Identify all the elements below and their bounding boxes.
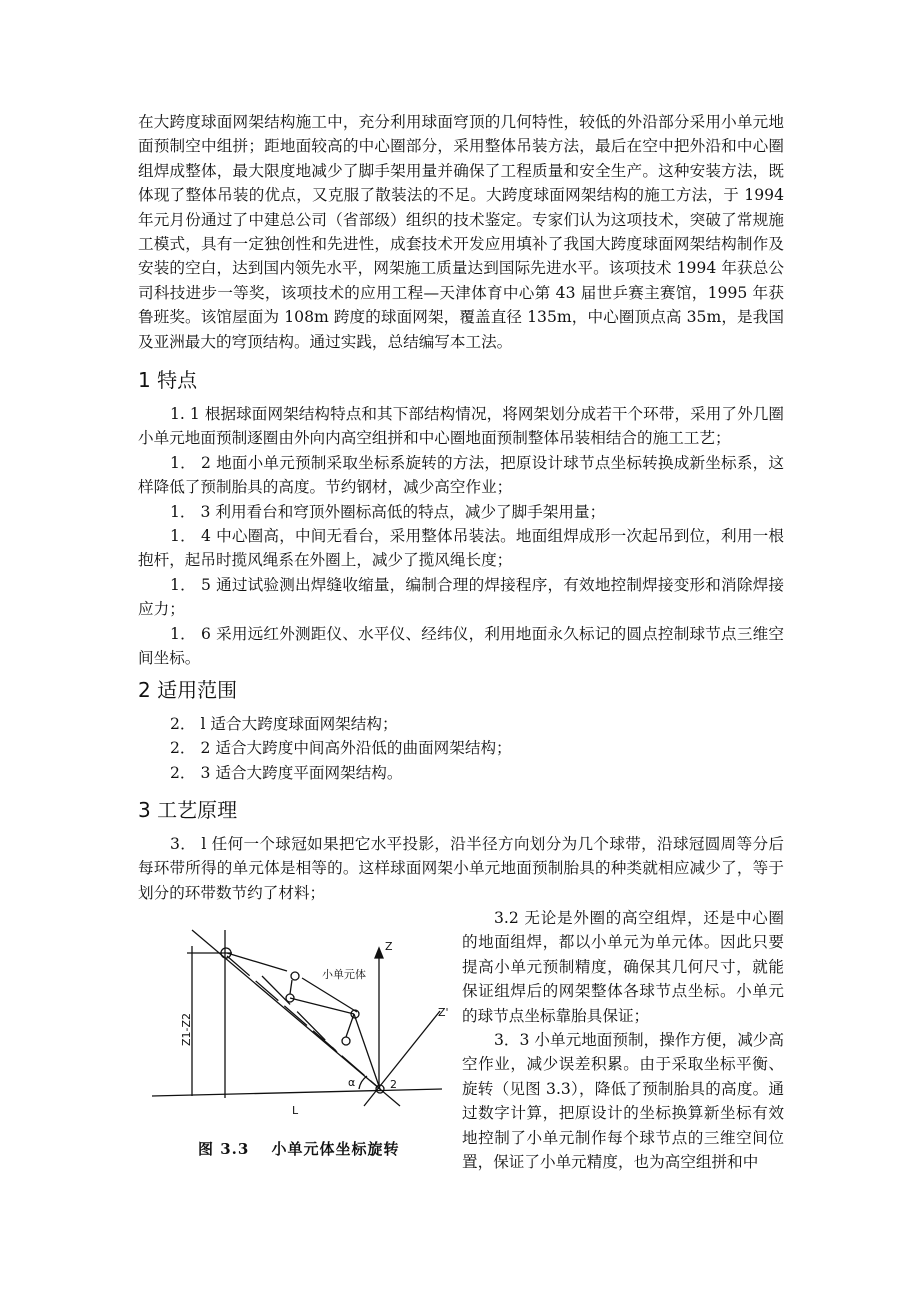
list-item: 2． 3 适合大跨度平面网架结构。	[170, 763, 403, 782]
node	[291, 972, 299, 980]
right-column-text	[462, 906, 784, 1174]
list-item: 3．3 小单元地面预制，操作方便，减少高空作业，减少误差积累。由于采取坐标平衡、旋转（见图 3.3），降低了预制胎具的高度。通过数字计算，把原设计的坐标换算新坐标有效地控制了小单元制作每个球节点的三维空间位置，保证了小单元精度，也为高空组拼和中	[462, 1031, 784, 1172]
length-label: L	[292, 1104, 299, 1117]
list-item: 1． 6 采用远红外测距仪、水平仪、经纬仪，利用地面永久标记的圆点控制球节点三维空间坐标。	[138, 624, 784, 668]
node	[342, 1037, 350, 1045]
list-item: 1． 3 利用看台和穹顶外圈标高低的特点，减少了脚手架用量；	[170, 502, 606, 521]
intro-paragraph: 在大跨度球面网架结构施工中，充分利用球面穹顶的几何特性，较低的外沿部分采用小单元地面预制空中组拼；距地面较高的中心圈部分，采用整体吊装方法，最后在空中把外沿和中心圈组焊成整体，最大限度地减少了脚手架用量并确保了工程质量和安全生产。这种安装方法，既体现了整体吊装的优点，又克服了散装法的不足。大跨度球面网架结构的施工方法，于 1994 年元月份通过了中建总公司（省部级）组织的技术鉴定。专家们认为这项技术，突破了常规施工模式，具有一定独创性和先进性，成套技术开发应用填补了我国大跨度球面网架结构制作及安装的空白，达到国内领先水平，网架施工质量达到国际先进水平。该项技术 1994 年获总公司科技进步一等奖，该项技术的应用工程—天津体育中心第 43 届世乒赛主赛馆，1995 年获鲁班奖。该馆屋面为 108m 跨度的球面网架，覆盖直径 135m，中心圈顶点高 35m，是我国及亚洲最大的穹顶结构。通过实践，总结编写本工法。	[138, 113, 784, 351]
z-prime-axis	[364, 1011, 440, 1106]
unit-label: 小单元体	[322, 968, 366, 981]
list-item: 1． 5 通过试验测出焊缝收缩量，编制合理的焊接程序，有效地控制焊接变形和消除焊接应力；	[138, 575, 784, 619]
list-item: 1. 1 根据球面网架结构特点和其下部结构情况，将网架划分成若干个环带，采用了外几圈小单元地面预制逐圈由外向内高空组拼和中心圈地面预制整体吊装相结合的施工工艺；	[138, 405, 784, 448]
height-label: Z1-Z2	[180, 1012, 193, 1046]
unit-edge	[227, 953, 287, 971]
unit-edge	[302, 978, 357, 1012]
dashed-line	[262, 976, 337, 1052]
unit-edge	[290, 998, 354, 1014]
unit-edge	[290, 980, 292, 994]
z-label: Z	[385, 940, 393, 953]
ground-line	[152, 1089, 442, 1096]
node-label: 2	[390, 1078, 397, 1091]
figure-caption: 图 3.3 小单元体坐标旋转	[198, 1140, 400, 1158]
list-item: 2． 2 适合大跨度中间高外沿低的曲面网架结构；	[170, 739, 512, 758]
arrow-icon	[375, 948, 383, 958]
section-title: 1 特点	[138, 368, 198, 392]
list-item: 1． 4 中心圈高，中间无看台，采用整体吊装法。地面组焊成形一次起吊到位，利用一根抱杆，起吊时揽风绳系在外圈上，减少了揽风绳长度；	[138, 527, 784, 570]
section-title: 2 适用范围	[138, 678, 238, 702]
list-item: 2． l 适合大跨度球面网架结构；	[170, 715, 398, 733]
section-features	[138, 366, 784, 670]
list-item: 3.2 无论是外圈的高空组焊，还是中心圈的地面组焊，都以小单元为单元体。因此只要提高小单元预制精度，确保其几何尺寸，就能保证组焊后的网架整体各球节点坐标。小单元的球节点坐标靠胎具保证；	[462, 909, 784, 1025]
list-item: 1． 2 地面小单元预制采取坐标系旋转的方法，把原设计球节点坐标转换成新坐标系，这样降低了预制胎具的高度。节约钢材，减少高空作业；	[138, 453, 784, 497]
z-prime-label: Z'	[438, 1006, 449, 1019]
angle-label: α	[348, 1076, 356, 1089]
section-principle	[138, 796, 784, 905]
list-item: 3． l 任何一个球冠如果把它水平投影，沿半径方向划分为几个球带，沿球冠圆周等分后每环带所得的单元体是相等的。这样球面网架小单元地面预制胎具的种类就相应减少了，等于划分的环带数节约了材料；	[138, 835, 784, 902]
section-scope	[138, 676, 784, 785]
angle-arc	[359, 1076, 367, 1089]
figure-3-3	[142, 916, 447, 1166]
intro-section	[138, 110, 784, 354]
section-title: 3 工艺原理	[138, 798, 238, 822]
